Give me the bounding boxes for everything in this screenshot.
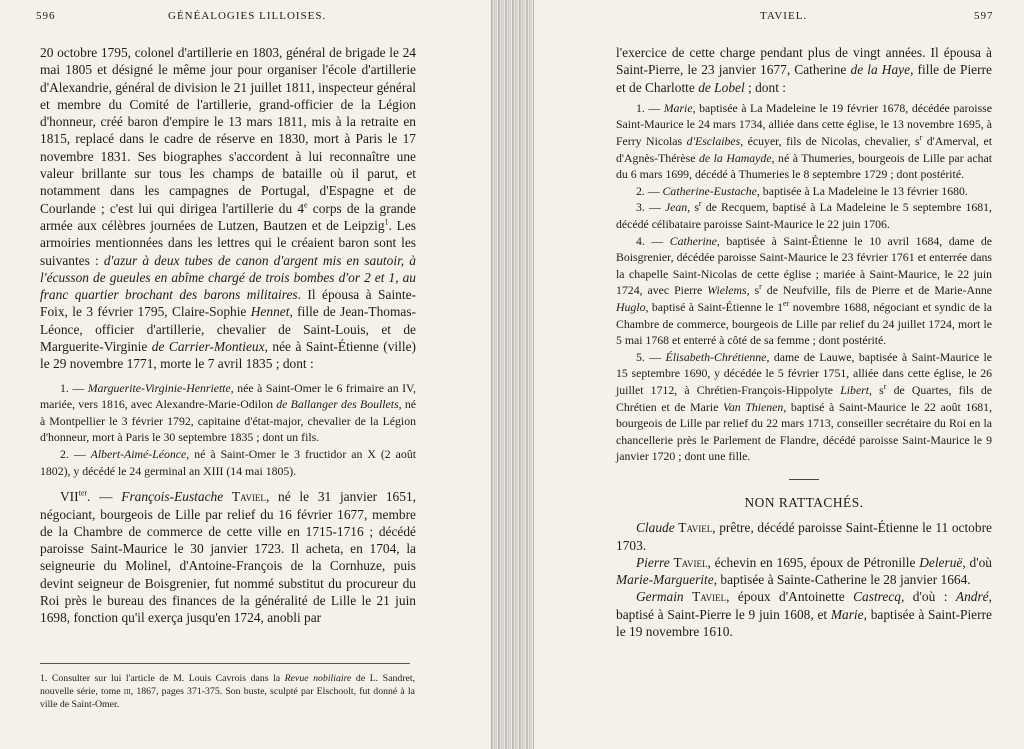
unattached-entry-2: Pierre Taviel, échevin en 1695, époux de Pétronille Deleruë, d'où Marie-Marguerite, baptisée à Sainte-Catherine le 28 janvier 1664.	[616, 554, 992, 588]
unattached-entry-1: Claude Taviel, prêtre, décédé paroisse Saint-Étienne le 11 octobre 1703.	[616, 520, 992, 553]
page-number-left: 596	[36, 10, 56, 22]
left-page	[0, 0, 498, 749]
right-body	[616, 44, 992, 640]
child-entry-4: 4. — Catherine, baptisée à Saint-Étienne le 10 avril 1684, dame de Boisgrenier, décédée paroisse Saint-Maurice le 23 février 1761 et enterrée dans la chapelle Saint-Nicolas de cette église ; mariée à Saint-Maurice, le 22 juin 1724, avec Pierre Wielems, $s^r$ de Neufville, fils de Pierre et de Marie-Anne Huglo, baptisé à Saint-Étienne le 1er novembre 1688, négociant et syndic de la Chambre de commerce, bourgeois de Lille par relief du 24 juillet 1724, mort le 5 mai 1768 et enterré à côté de sa femme ; dont postérité.	[616, 233, 992, 348]
child-entry-1: 1. — Marie, baptisée à La Madeleine le 19 février 1678, décédée paroisse Saint-Maurice le 24 mars 1734, alliée dans cette église, le 13 novembre 1695, à Ferry Nicolas d'Esclaibes, écuyer, fils de Nicolas, chevalier, $s^r$ d'Amerval, et d'Agnès-Thérèse de la Hamayde, né à Thumeries, bourgeois de Lille par achat du 6 mars 1699, décédé à Thumeries le 8 septembre 1729 ; dont postérité.	[616, 100, 992, 182]
running-head-right: TAVIEL.	[760, 10, 808, 22]
left-body	[40, 44, 416, 627]
left-intro-paragraph: 20 octobre 1795, colonel d'artillerie en 1803, général de brigade le 24 mai 1805 et désigné le même jour pour organiser l'école d'artillerie d'Alexandrie, général de division le 21 juillet 1811, inspecteur général et membre du Comité de l'artillerie, grand-officier de la Légion d'honneur, créé baron d'empire le 13 mars 1811, mis à la retraite en 1815, replacé dans le cadre de réserve en 1830, mort à Paris le 17 novembre 1831. Ses biographes s'accordent à lui reconnaître une valeur brillante sur tous les champs de bataille où il parut, et notamment dans les campagnes de Portugal, d'Espagne et de Courlande ; c'est lui qui dirigea l'artillerie du 4e corps de la grande armée aux célèbres journées de Lutzen, Bautzen et de Leipzig$^1$. Les armoiries mentionnées dans les lettres qui le créaient baron sont les suivantes : d'azur à deux tubes de canon d'argent mis en sautoir, à l'écusson de gueules en abîme chargé de trois bombes d'or 2 et 1, au franc quartier brochant des barons militaires. Il épousa à Sainte-Foix, le 3 février 1795, Claire-Sophie Hennet, fille de Jean-Thomas-Léonce, officier d'artillerie, chevalier de Saint-Louis, et de Marguerite-Virginie de Carrier-Montieux, née à Saint-Étienne (ville) le 29 novembre 1771, morte le 7 avril 1835 ; dont :	[40, 45, 416, 372]
left-children-list	[40, 380, 416, 480]
section-divider	[789, 479, 819, 480]
section-title: NON RATTACHÉS.	[744, 494, 864, 510]
child-entry-2: 2. — Catherine-Eustache, baptisée à La Madeleine le 13 février 1680.	[636, 183, 968, 198]
right-children-list	[616, 100, 992, 465]
child-entry-5: 5. — Élisabeth-Chrétienne, dame de Lauwe, baptisée à Saint-Maurice le 15 septembre 1690, y décédée le 5 février 1751, alliée dans cette église, le 26 juillet 1712, à Chrétien-François-Hippolyte Libert, $s^r$ de Quartes, fils de Chrétien et de Marie Van Thienen, baptisé à Saint-Maurice le 22 août 1681, bourgeois de Lille par relief du 22 mars 1713, conseiller secrétaire du Roi en la chancellerie près le Parlement de Flandre, décédé paroisse Saint-Maurice le 9 janvier 1720 ; dont une fille.	[616, 349, 993, 464]
right-page	[526, 0, 1024, 749]
child-entry-1: 1. — Marguerite-Virginie-Henriette, née à Saint-Omer le 6 frimaire an IV, mariée, vers 1816, avec Alexandre-Marie-Odilon de Ballanger des Boullets, né à Montpellier le 3 février 1792, capitaine d'état-major, chevalier de la Légion d'honneur, mort à Paris le 30 septembre 1835 ; dont un fils.	[40, 380, 416, 445]
running-head-left: GÉNÉALOGIES LILLOISES.	[168, 10, 327, 22]
unattached-entry-3: Germain Taviel, époux d'Antoinette Castrecq, d'où : André, baptisé à Saint-Pierre le 9 juin 1608, et Marie, baptisée à Saint-Pierre le 19 novembre 1610.	[616, 589, 992, 640]
child-entry-2: 2. — Albert-Aimé-Léonce, né à Saint-Omer le 3 fructidor an X (2 août 1802), y décédé le 24 germinal an XIII (14 mai 1805).	[40, 447, 416, 478]
spacer	[616, 511, 992, 519]
page-number-right: 597	[974, 10, 994, 22]
child-entry-3: 3. — Jean, $s^r$ de Recquem, baptisé à La Madeleine le 5 septembre 1681, décédé célibataire paroisse Saint-Maurice le 22 juin 1706.	[616, 199, 992, 232]
right-intro-paragraph: l'exercice de cette charge pendant plus de vingt années. Il épousa à Saint-Pierre, le 23 janvier 1677, Catherine de la Haye, fille de Pierre et de Charlotte de Lobel ; dont :	[616, 45, 992, 95]
vii-ter-paragraph: $VII^{ter}$. — François-Eustache Taviel, né le 31 janvier 1651, négociant, bourgeois de Lille par relief du 16 février 1677, membre de la Chambre de commerce de cette ville en 1715-1716 ; décédé paroisse Saint-Maurice le 30 janvier 1723. Il acheta, en 1704, la seigneurie du Molinel, d'Antoine-François de la Cornhuze, puis devint seigneur de Boisgrenier, fut nommé substitut du procureur du Roi près le bureau des finances de la généralité de Lille le 21 juin 1698, fonction qu'il exerça jusqu'en 1724, anobli par	[40, 488, 416, 626]
footnote: 1. Consulter sur lui l'article de M. Louis Cavrois dans la Revue nobiliaire de L. Sandret, nouvelle série, tome iii, 1867, pages 371-375. Son buste, sculpté par Elschoolt, fut donné à la ville de Saint-Omer.	[40, 673, 416, 710]
footnote-divider	[40, 663, 410, 664]
